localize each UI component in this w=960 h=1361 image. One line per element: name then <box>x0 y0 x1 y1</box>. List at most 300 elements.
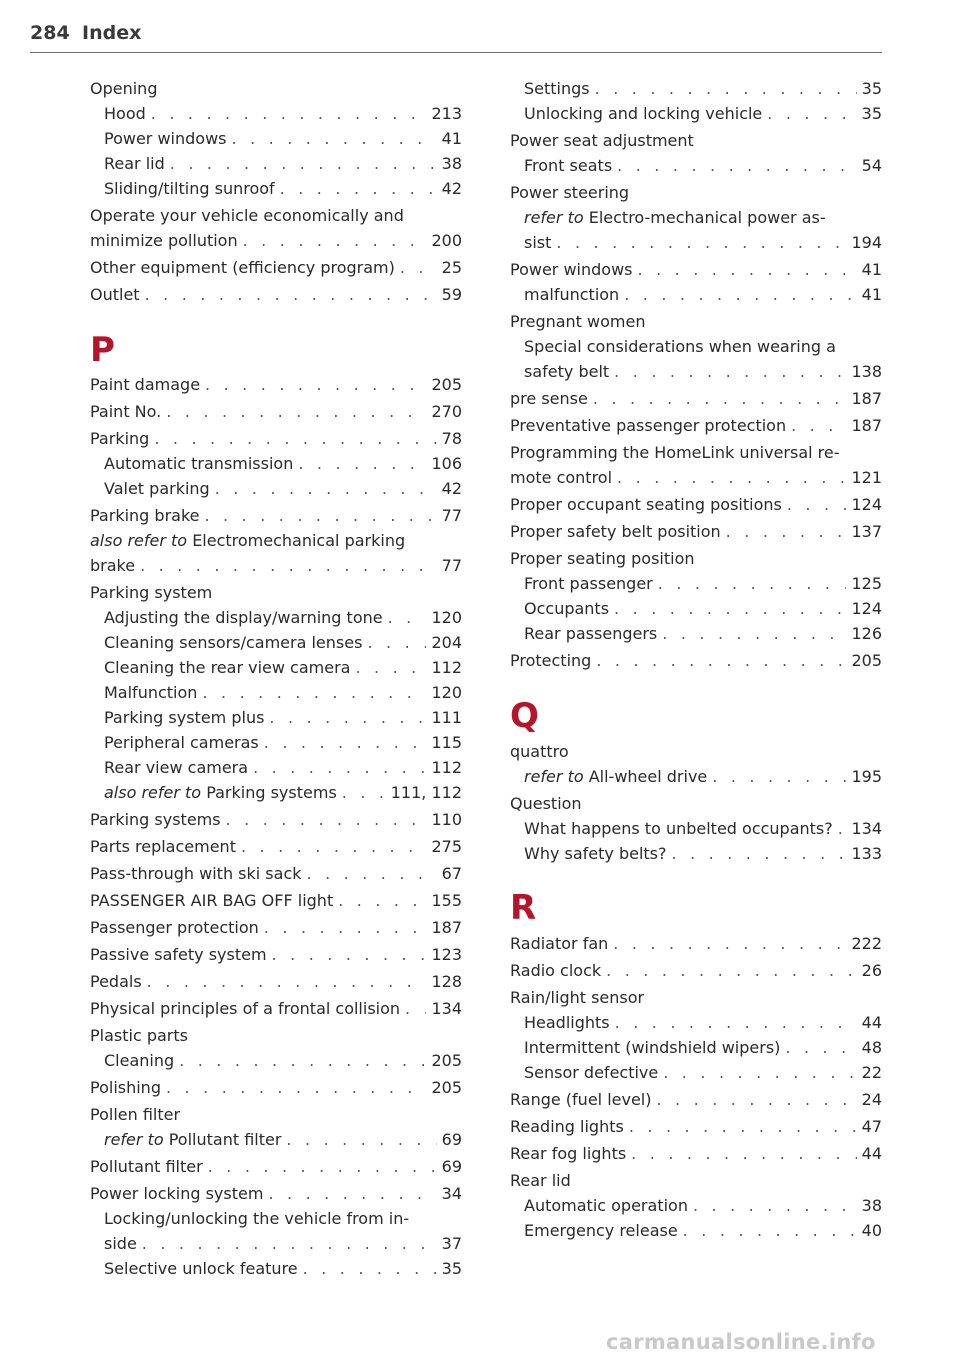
dot-leader <box>838 816 847 842</box>
page-reference: 77 <box>441 556 462 575</box>
index-entry <box>104 730 462 756</box>
dot-leader <box>631 1141 856 1167</box>
page-reference: 22 <box>861 1063 882 1082</box>
dot-leader <box>400 255 437 281</box>
index-heading <box>510 440 882 466</box>
entry-text <box>510 519 721 545</box>
index-heading <box>524 205 882 231</box>
page-reference: 35 <box>441 1259 462 1278</box>
entry-text <box>510 931 608 957</box>
page-reference: 24 <box>861 1090 882 1109</box>
page-reference: 194 <box>851 233 882 252</box>
dot-leader <box>629 1114 857 1140</box>
index-entry <box>510 931 882 957</box>
entry-text <box>104 780 337 806</box>
entry-label: Front passenger <box>524 574 653 593</box>
dot-leader <box>791 413 846 439</box>
dot-leader <box>303 1256 437 1282</box>
entry-label: Rear view camera <box>104 758 249 777</box>
page-reference: 133 <box>851 844 882 863</box>
dot-leader <box>226 807 427 833</box>
entry-text <box>510 257 633 283</box>
page-reference: 77 <box>441 506 462 525</box>
watermark: carmanualsonline.info <box>606 1330 876 1354</box>
entry-label: Passenger protection <box>90 918 259 937</box>
entry-text <box>510 180 629 206</box>
index-entry <box>510 1141 882 1167</box>
entry-label: Preventative passenger protection <box>510 416 787 435</box>
entry-text <box>510 791 582 817</box>
index-entry <box>510 465 882 491</box>
entry-text <box>524 359 609 385</box>
entry-text <box>90 255 395 281</box>
entry-label: Malfunction <box>104 683 198 702</box>
entry-label: PASSENGER AIR BAG OFF light <box>90 891 334 910</box>
index-entry <box>104 605 462 631</box>
dot-leader <box>663 1060 856 1086</box>
entry-text <box>90 1154 203 1180</box>
entry-text <box>524 1035 780 1061</box>
index-entry <box>104 176 462 202</box>
entry-label: Parking system plus <box>104 708 265 727</box>
dot-leader <box>264 730 427 756</box>
dot-leader <box>269 705 426 731</box>
page-reference: 195 <box>851 767 882 786</box>
index-heading <box>510 309 882 335</box>
index-entry <box>90 282 462 308</box>
page-reference: 137 <box>851 522 882 541</box>
dot-leader <box>208 1154 437 1180</box>
entry-text <box>524 1218 678 1244</box>
dot-leader <box>298 451 426 477</box>
index-entry <box>90 426 462 452</box>
dot-leader <box>280 176 437 202</box>
section-letter-r: R <box>510 888 537 928</box>
entry-text <box>524 571 653 597</box>
index-entry <box>510 1087 882 1113</box>
dot-leader <box>243 228 427 254</box>
entry-text <box>104 755 248 781</box>
entry-label: Operate your vehicle economically and <box>90 206 404 225</box>
index-entry <box>104 755 462 781</box>
entry-label: Proper seating position <box>510 549 695 568</box>
page-reference: 222 <box>851 934 882 953</box>
entry-text <box>90 528 405 554</box>
dot-leader <box>638 257 857 283</box>
entry-text <box>510 985 644 1011</box>
entry-text <box>104 151 165 177</box>
entry-label: Hood <box>104 104 146 123</box>
index-heading <box>510 180 882 206</box>
entry-text <box>510 309 645 335</box>
entry-text <box>510 1168 571 1194</box>
index-heading <box>510 739 882 765</box>
dot-leader <box>596 648 846 674</box>
entry-label: Pollen filter <box>90 1105 181 1124</box>
index-entry <box>510 519 882 545</box>
entry-text <box>524 205 826 231</box>
index-entry <box>104 680 462 706</box>
entry-text <box>524 1193 688 1219</box>
entry-text <box>90 888 333 914</box>
entry-label: safety belt <box>524 362 610 381</box>
index-entry <box>524 816 882 842</box>
dot-leader <box>614 359 846 385</box>
dot-leader <box>179 1048 426 1074</box>
index-entry <box>90 255 462 281</box>
entry-text <box>524 230 551 256</box>
entry-text <box>524 1010 610 1036</box>
dot-leader <box>268 1181 436 1207</box>
page-reference: 48 <box>861 1038 882 1057</box>
entry-text <box>524 596 609 622</box>
page-reference: 125 <box>851 574 882 593</box>
entry-label: Passive safety system <box>90 945 267 964</box>
page-reference: 41 <box>861 285 882 304</box>
page-title: Index <box>82 22 142 44</box>
entry-label: Parking systems <box>90 810 221 829</box>
dot-leader <box>388 605 427 631</box>
dot-leader <box>140 553 437 579</box>
entry-text <box>524 621 657 647</box>
entry-label: Selective unlock feature <box>104 1259 298 1278</box>
entry-text <box>524 282 619 308</box>
dot-leader <box>672 841 847 867</box>
index-entry <box>524 153 882 179</box>
index-entry <box>90 503 462 529</box>
dot-leader <box>614 596 846 622</box>
entry-label: Question <box>510 794 582 813</box>
entry-label: minimize pollution <box>90 231 238 250</box>
index-entry <box>524 571 882 597</box>
page-reference: 37 <box>441 1234 462 1253</box>
cross-reference-label: also refer to <box>104 783 202 802</box>
index-entry <box>524 596 882 622</box>
dot-leader <box>202 680 426 706</box>
dot-leader <box>617 153 856 179</box>
page-reference: 111 <box>431 708 462 727</box>
entry-label: Proper occupant seating positions <box>510 495 782 514</box>
index-entry <box>90 942 462 968</box>
index-heading <box>104 1206 462 1232</box>
entry-text <box>90 282 140 308</box>
entry-label: Reading lights <box>510 1117 624 1136</box>
entry-label: Sensor defective <box>524 1063 659 1082</box>
dot-leader <box>307 861 437 887</box>
index-entry <box>524 1060 882 1086</box>
index-entry <box>104 705 462 731</box>
entry-text <box>104 126 227 152</box>
entry-label: Outlet <box>90 285 140 304</box>
index-heading <box>90 76 462 102</box>
page-reference: 44 <box>861 1144 882 1163</box>
index-entry <box>104 101 462 127</box>
entry-text <box>510 440 840 466</box>
index-entry <box>104 1048 462 1074</box>
entry-label: Valet parking <box>104 479 210 498</box>
cross-reference-label: refer to <box>524 767 584 786</box>
entry-text <box>90 1102 180 1128</box>
page-reference: 41 <box>441 129 462 148</box>
entry-label: All-wheel drive <box>588 767 708 786</box>
index-heading <box>510 128 882 154</box>
page-reference: 115 <box>431 733 462 752</box>
index-entry <box>90 553 462 579</box>
page-reference: 187 <box>431 918 462 937</box>
entry-text <box>90 996 400 1022</box>
entry-text <box>104 1206 409 1232</box>
entry-text <box>104 176 275 202</box>
dot-leader <box>556 230 846 256</box>
entry-text <box>104 680 197 706</box>
page-reference: 155 <box>431 891 462 910</box>
dot-leader <box>693 1193 857 1219</box>
dot-leader <box>656 1087 856 1113</box>
dot-leader <box>367 630 426 656</box>
page-reference: 47 <box>861 1117 882 1136</box>
dot-leader <box>595 76 857 102</box>
dot-leader <box>787 492 847 518</box>
entry-label: Parking systems <box>206 783 337 802</box>
index-entry <box>104 151 462 177</box>
page-header <box>30 22 882 52</box>
index-entry <box>90 228 462 254</box>
entry-text <box>90 807 221 833</box>
dot-leader <box>264 915 427 941</box>
page-reference: 69 <box>441 1130 462 1149</box>
index-entry <box>510 958 882 984</box>
entry-label: Paint damage <box>90 375 201 394</box>
entry-text <box>510 413 786 439</box>
entry-label: Electromechanical parking <box>192 531 406 550</box>
dot-leader <box>606 958 857 984</box>
entry-label: Special considerations when wearing a <box>524 337 836 356</box>
entry-label: Automatic operation <box>524 1196 688 1215</box>
page-reference: 112 <box>431 758 462 777</box>
entry-label: Parking brake <box>90 506 200 525</box>
dot-leader <box>286 1127 436 1153</box>
dot-leader <box>215 476 437 502</box>
page-reference: 270 <box>431 402 462 421</box>
entry-label: Sliding/tilting sunroof <box>104 179 275 198</box>
page-reference: 42 <box>441 479 462 498</box>
entry-label: malfunction <box>524 285 620 304</box>
index-entry <box>104 451 462 477</box>
entry-text <box>524 76 590 102</box>
page-reference: 123 <box>431 945 462 964</box>
page-reference: 213 <box>431 104 462 123</box>
entry-text <box>104 1127 281 1153</box>
entry-label: Opening <box>90 79 158 98</box>
index-entry <box>104 476 462 502</box>
index-entry <box>524 1218 882 1244</box>
page-reference: 121 <box>851 468 882 487</box>
page-reference: 205 <box>851 651 882 670</box>
index-entry <box>104 1256 462 1282</box>
entry-label: Cleaning sensors/camera lenses <box>104 633 363 652</box>
index-entry <box>90 915 462 941</box>
entry-label: Other equipment (efficiency program) <box>90 258 395 277</box>
index-entry <box>524 621 882 647</box>
page-reference: 200 <box>431 231 462 250</box>
entry-label: Locking/unlocking the vehicle from in- <box>104 1209 410 1228</box>
page-reference: 275 <box>431 837 462 856</box>
entry-text <box>510 492 782 518</box>
entry-label: Polishing <box>90 1078 161 1097</box>
page-reference: 124 <box>851 599 882 618</box>
entry-label: quattro <box>510 742 569 761</box>
page-reference: 78 <box>441 429 462 448</box>
entry-label: Range (fuel level) <box>510 1090 652 1109</box>
dot-leader <box>662 621 846 647</box>
dot-leader <box>712 764 846 790</box>
page-reference: 44 <box>861 1013 882 1032</box>
section-letter-p: P <box>90 330 115 370</box>
entry-text <box>104 630 362 656</box>
entry-label: Parking system <box>90 583 213 602</box>
index-heading <box>510 985 882 1011</box>
entry-label: Power seat adjustment <box>510 131 694 150</box>
page-reference: 111, 112 <box>390 783 462 802</box>
index-entry <box>104 1231 462 1257</box>
index-entry <box>524 1010 882 1036</box>
page-reference: 38 <box>861 1196 882 1215</box>
entry-text <box>104 605 383 631</box>
dot-leader <box>170 151 437 177</box>
index-entry <box>524 841 882 867</box>
entry-label: Unlocking and locking vehicle <box>524 104 763 123</box>
page-reference: 120 <box>431 683 462 702</box>
page-reference: 25 <box>441 258 462 277</box>
index-heading <box>510 1168 882 1194</box>
index-entry <box>90 969 462 995</box>
index-entry <box>90 834 462 860</box>
index-heading <box>90 1102 462 1128</box>
page-reference: 187 <box>851 389 882 408</box>
index-entry <box>510 413 882 439</box>
entry-label: brake <box>90 556 136 575</box>
index-entry <box>524 282 882 308</box>
entry-text <box>90 915 259 941</box>
dot-leader <box>253 755 426 781</box>
entry-text <box>90 399 161 425</box>
index-entry <box>90 1075 462 1101</box>
index-entry <box>104 630 462 656</box>
page-reference: 42 <box>441 179 462 198</box>
index-entry <box>90 1154 462 1180</box>
entry-text <box>90 969 142 995</box>
entry-text <box>510 958 601 984</box>
entry-text <box>104 1048 174 1074</box>
entry-label: What happens to unbelted occupants? <box>524 819 833 838</box>
entry-label: Pollutant filter <box>168 1130 282 1149</box>
page-reference: 205 <box>431 375 462 394</box>
entry-label: Rear fog lights <box>510 1144 627 1163</box>
entry-label: Adjusting the display/warning tone <box>104 608 383 627</box>
dot-leader <box>166 1075 426 1101</box>
cross-reference-label: refer to <box>524 208 584 227</box>
entry-label: Power steering <box>510 183 630 202</box>
page-reference: 126 <box>851 624 882 643</box>
entry-text <box>90 228 238 254</box>
index-entry <box>104 655 462 681</box>
page-reference: 67 <box>441 864 462 883</box>
entry-label: Proper safety belt position <box>510 522 721 541</box>
index-entry <box>104 126 462 152</box>
dot-leader <box>154 426 436 452</box>
page-reference: 35 <box>861 104 882 123</box>
index-heading <box>90 1023 462 1049</box>
index-entry <box>524 764 882 790</box>
dot-leader <box>232 126 437 152</box>
entry-label: Pregnant women <box>510 312 646 331</box>
cross-reference-label: also refer to <box>90 531 188 550</box>
entry-label: Radiator fan <box>510 934 609 953</box>
index-heading <box>510 546 882 572</box>
page-reference: 204 <box>431 633 462 652</box>
entry-text <box>524 1060 658 1086</box>
entry-label: Peripheral cameras <box>104 733 259 752</box>
page-reference: 128 <box>431 972 462 991</box>
dot-leader <box>593 386 847 412</box>
dot-leader <box>166 399 426 425</box>
entry-label: Emergency release <box>524 1221 678 1240</box>
page-reference: 138 <box>851 362 882 381</box>
entry-label: Pollutant filter <box>90 1157 203 1176</box>
index-heading <box>90 580 462 606</box>
entry-label: Front seats <box>524 156 613 175</box>
index-heading <box>524 334 882 360</box>
entry-label: Rear passengers <box>524 624 658 643</box>
entry-text <box>90 426 149 452</box>
entry-text <box>104 655 350 681</box>
entry-text <box>90 203 404 229</box>
dot-leader <box>615 1010 857 1036</box>
entry-text <box>90 372 200 398</box>
entry-label: side <box>104 1234 137 1253</box>
dot-leader <box>726 519 847 545</box>
index-entry <box>104 780 462 806</box>
index-entry <box>90 996 462 1022</box>
dot-leader <box>147 969 427 995</box>
entry-text <box>90 942 267 968</box>
entry-label: Automatic transmission <box>104 454 294 473</box>
entry-text <box>510 648 591 674</box>
dot-leader <box>355 655 426 681</box>
entry-label: Settings <box>524 79 590 98</box>
page-reference: 187 <box>851 416 882 435</box>
entry-text <box>104 476 210 502</box>
index-heading <box>90 203 462 229</box>
entry-label: Occupants <box>524 599 610 618</box>
dot-leader <box>205 372 426 398</box>
dot-leader <box>613 931 846 957</box>
index-entry <box>90 888 462 914</box>
entry-text <box>90 580 212 606</box>
page-reference: 26 <box>861 961 882 980</box>
entry-text <box>524 841 667 867</box>
entry-label: Pass-through with ski sack <box>90 864 302 883</box>
page-reference: 124 <box>851 495 882 514</box>
dot-leader <box>405 996 426 1022</box>
index-entry <box>510 257 882 283</box>
entry-label: Parking <box>90 429 150 448</box>
dot-leader <box>145 282 437 308</box>
page-number: 284 <box>30 22 70 44</box>
cross-reference-label: refer to <box>104 1130 164 1149</box>
index-entry <box>510 492 882 518</box>
entry-label: Why safety belts? <box>524 844 667 863</box>
